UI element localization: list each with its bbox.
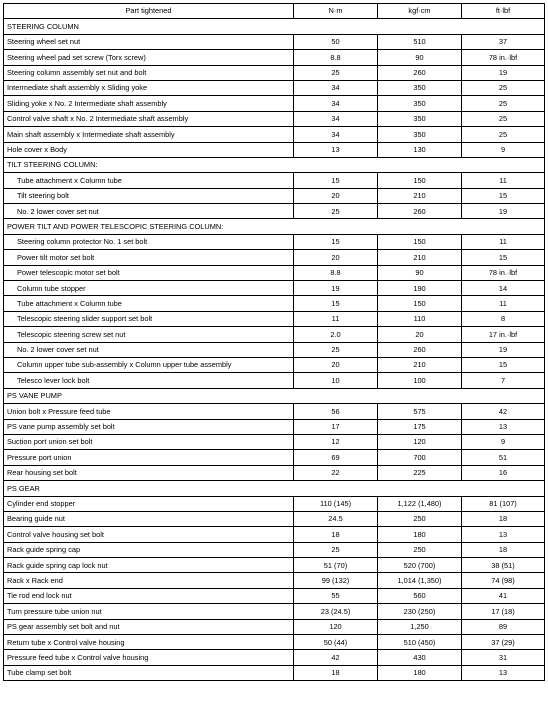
part-name-cell: Steering column protector No. 1 set bolt — [4, 234, 294, 249]
ft-lbf-value-cell: 19 — [462, 342, 545, 357]
table-row — [4, 111, 545, 126]
part-name-cell: Column upper tube sub-assembly x Column upper tube assembly — [4, 357, 294, 372]
nm-value-cell: 23 (24.5) — [294, 604, 378, 619]
kgf-cm-value-cell: 350 — [378, 96, 462, 111]
header-part-tightened: Part tightened — [4, 4, 294, 19]
part-name-cell: Intermediate shaft assembly x Sliding yoke — [4, 80, 294, 95]
section-heading-row — [4, 157, 545, 172]
nm-value-cell: 10 — [294, 373, 378, 388]
table-row — [4, 96, 545, 111]
part-name-cell: Bearing guide nut — [4, 511, 294, 526]
kgf-cm-value-cell: 260 — [378, 342, 462, 357]
part-name-cell: Power tilt motor set bolt — [4, 250, 294, 265]
part-name-cell: PS gear assembly set bolt and nut — [4, 619, 294, 634]
ft-lbf-value-cell: 11 — [462, 234, 545, 249]
nm-value-cell: 34 — [294, 111, 378, 126]
kgf-cm-value-cell: 190 — [378, 281, 462, 296]
kgf-cm-value-cell: 230 (250) — [378, 604, 462, 619]
nm-value-cell: 50 — [294, 34, 378, 49]
table-row — [4, 80, 545, 95]
ft-lbf-value-cell: 17 (18) — [462, 604, 545, 619]
table-row — [4, 558, 545, 573]
part-name-cell: Return tube x Control valve housing — [4, 635, 294, 650]
kgf-cm-value-cell: 20 — [378, 327, 462, 342]
ft-lbf-value-cell: 15 — [462, 250, 545, 265]
kgf-cm-value-cell: 1,122 (1,480) — [378, 496, 462, 511]
section-heading-row — [4, 219, 545, 234]
ft-lbf-value-cell: 19 — [462, 204, 545, 219]
part-name-cell: Sliding yoke x No. 2 Intermediate shaft assembly — [4, 96, 294, 111]
part-name-cell: Tilt steering bolt — [4, 188, 294, 203]
part-name-cell: Union bolt x Pressure feed tube — [4, 404, 294, 419]
ft-lbf-value-cell: 38 (51) — [462, 558, 545, 573]
table-row — [4, 496, 545, 511]
kgf-cm-value-cell: 350 — [378, 80, 462, 95]
part-name-cell: No. 2 lower cover set nut — [4, 204, 294, 219]
kgf-cm-value-cell: 225 — [378, 465, 462, 480]
ft-lbf-value-cell: 19 — [462, 65, 545, 80]
nm-value-cell: 24.5 — [294, 511, 378, 526]
ft-lbf-value-cell: 89 — [462, 619, 545, 634]
nm-value-cell: 69 — [294, 450, 378, 465]
kgf-cm-value-cell: 180 — [378, 527, 462, 542]
part-name-cell: Steering wheel pad set screw (Torx screw) — [4, 50, 294, 65]
table-row — [4, 511, 545, 526]
kgf-cm-value-cell: 120 — [378, 434, 462, 449]
ft-lbf-value-cell: 11 — [462, 173, 545, 188]
torque-spec-table — [3, 3, 545, 681]
part-name-cell: No. 2 lower cover set nut — [4, 342, 294, 357]
nm-value-cell: 8.8 — [294, 265, 378, 280]
table-row — [4, 188, 545, 203]
kgf-cm-value-cell: 260 — [378, 204, 462, 219]
nm-value-cell: 25 — [294, 342, 378, 357]
section-heading-row — [4, 19, 545, 34]
part-name-cell: Turn pressure tube union nut — [4, 604, 294, 619]
ft-lbf-value-cell: 42 — [462, 404, 545, 419]
nm-value-cell: 18 — [294, 665, 378, 680]
section-heading: PS GEAR — [4, 481, 545, 496]
ft-lbf-value-cell: 25 — [462, 111, 545, 126]
nm-value-cell: 22 — [294, 465, 378, 480]
ft-lbf-value-cell: 78 in.·lbf — [462, 50, 545, 65]
nm-value-cell: 20 — [294, 188, 378, 203]
table-row — [4, 142, 545, 157]
table-row — [4, 542, 545, 557]
ft-lbf-value-cell: 16 — [462, 465, 545, 480]
ft-lbf-value-cell: 14 — [462, 281, 545, 296]
part-name-cell: Steering wheel set nut — [4, 34, 294, 49]
table-row — [4, 234, 545, 249]
ft-lbf-value-cell: 37 (29) — [462, 635, 545, 650]
ft-lbf-value-cell: 51 — [462, 450, 545, 465]
part-name-cell: Control valve housing set bolt — [4, 527, 294, 542]
part-name-cell: Rack x Rack end — [4, 573, 294, 588]
kgf-cm-value-cell: 520 (700) — [378, 558, 462, 573]
table-row — [4, 311, 545, 326]
table-row — [4, 404, 545, 419]
table-row — [4, 650, 545, 665]
nm-value-cell: 25 — [294, 65, 378, 80]
table-row — [4, 50, 545, 65]
nm-value-cell: 15 — [294, 173, 378, 188]
table-header — [4, 4, 545, 19]
part-name-cell: Tube attachment x Column tube — [4, 296, 294, 311]
table-row — [4, 434, 545, 449]
nm-value-cell: 17 — [294, 419, 378, 434]
section-heading-row — [4, 388, 545, 403]
table-row — [4, 588, 545, 603]
ft-lbf-value-cell: 31 — [462, 650, 545, 665]
ft-lbf-value-cell: 17 in.·lbf — [462, 327, 545, 342]
ft-lbf-value-cell: 8 — [462, 311, 545, 326]
ft-lbf-value-cell: 13 — [462, 665, 545, 680]
section-heading: POWER TILT AND POWER TELESCOPIC STEERING COLUMN: — [4, 219, 545, 234]
ft-lbf-value-cell: 9 — [462, 142, 545, 157]
ft-lbf-value-cell: 37 — [462, 34, 545, 49]
part-name-cell: Cylinder end stopper — [4, 496, 294, 511]
table-row — [4, 635, 545, 650]
part-name-cell: Column tube stopper — [4, 281, 294, 296]
nm-value-cell: 8.8 — [294, 50, 378, 65]
part-name-cell: Rear housing set bolt — [4, 465, 294, 480]
part-name-cell: Rack guide spring cap — [4, 542, 294, 557]
part-name-cell: Hole cover x Body — [4, 142, 294, 157]
kgf-cm-value-cell: 260 — [378, 65, 462, 80]
table-row — [4, 573, 545, 588]
table-row — [4, 250, 545, 265]
ft-lbf-value-cell: 11 — [462, 296, 545, 311]
nm-value-cell: 55 — [294, 588, 378, 603]
kgf-cm-value-cell: 175 — [378, 419, 462, 434]
nm-value-cell: 15 — [294, 296, 378, 311]
table-row — [4, 127, 545, 142]
kgf-cm-value-cell: 250 — [378, 511, 462, 526]
ft-lbf-value-cell: 25 — [462, 96, 545, 111]
ft-lbf-value-cell: 13 — [462, 419, 545, 434]
table-row — [4, 665, 545, 680]
part-name-cell: Rack guide spring cap lock nut — [4, 558, 294, 573]
part-name-cell: PS vane pump assembly set bolt — [4, 419, 294, 434]
nm-value-cell: 120 — [294, 619, 378, 634]
table-row — [4, 342, 545, 357]
kgf-cm-value-cell: 130 — [378, 142, 462, 157]
table-row — [4, 296, 545, 311]
nm-value-cell: 15 — [294, 234, 378, 249]
ft-lbf-value-cell: 15 — [462, 188, 545, 203]
part-name-cell: Pressure feed tube x Control valve housing — [4, 650, 294, 665]
kgf-cm-value-cell: 180 — [378, 665, 462, 680]
table-row — [4, 357, 545, 372]
ft-lbf-value-cell: 9 — [462, 434, 545, 449]
kgf-cm-value-cell: 510 — [378, 34, 462, 49]
table-row — [4, 604, 545, 619]
table-body — [4, 19, 545, 681]
section-heading: TILT STEERING COLUMN: — [4, 157, 545, 172]
kgf-cm-value-cell: 210 — [378, 357, 462, 372]
kgf-cm-value-cell: 100 — [378, 373, 462, 388]
part-name-cell: Tie rod end lock nut — [4, 588, 294, 603]
table-row — [4, 419, 545, 434]
ft-lbf-value-cell: 78 in.·lbf — [462, 265, 545, 280]
nm-value-cell: 25 — [294, 542, 378, 557]
ft-lbf-value-cell: 13 — [462, 527, 545, 542]
kgf-cm-value-cell: 350 — [378, 127, 462, 142]
ft-lbf-value-cell: 74 (98) — [462, 573, 545, 588]
table-row — [4, 527, 545, 542]
part-name-cell: Main shaft assembly x Intermediate shaft assembly — [4, 127, 294, 142]
part-name-cell: Tube clamp set bolt — [4, 665, 294, 680]
nm-value-cell: 2.0 — [294, 327, 378, 342]
kgf-cm-value-cell: 150 — [378, 296, 462, 311]
kgf-cm-value-cell: 350 — [378, 111, 462, 126]
part-name-cell: Control valve shaft x No. 2 Intermediate shaft assembly — [4, 111, 294, 126]
kgf-cm-value-cell: 430 — [378, 650, 462, 665]
table-row — [4, 265, 545, 280]
section-heading-row — [4, 481, 545, 496]
nm-value-cell: 34 — [294, 80, 378, 95]
nm-value-cell: 11 — [294, 311, 378, 326]
kgf-cm-value-cell: 110 — [378, 311, 462, 326]
table-row — [4, 450, 545, 465]
ft-lbf-value-cell: 15 — [462, 357, 545, 372]
nm-value-cell: 20 — [294, 250, 378, 265]
kgf-cm-value-cell: 90 — [378, 265, 462, 280]
ft-lbf-value-cell: 18 — [462, 542, 545, 557]
table-row — [4, 65, 545, 80]
part-name-cell: Telesco lever lock bolt — [4, 373, 294, 388]
nm-value-cell: 56 — [294, 404, 378, 419]
section-heading: PS VANE PUMP — [4, 388, 545, 403]
part-name-cell: Tube attachment x Column tube — [4, 173, 294, 188]
table-row — [4, 373, 545, 388]
nm-value-cell: 13 — [294, 142, 378, 157]
table-row — [4, 34, 545, 49]
table-row — [4, 465, 545, 480]
table-row — [4, 281, 545, 296]
nm-value-cell: 20 — [294, 357, 378, 372]
kgf-cm-value-cell: 150 — [378, 234, 462, 249]
table-row — [4, 619, 545, 634]
ft-lbf-value-cell: 25 — [462, 127, 545, 142]
nm-value-cell: 50 (44) — [294, 635, 378, 650]
nm-value-cell: 34 — [294, 127, 378, 142]
ft-lbf-value-cell: 7 — [462, 373, 545, 388]
ft-lbf-value-cell: 41 — [462, 588, 545, 603]
header-nm: N·m — [294, 4, 378, 19]
kgf-cm-value-cell: 210 — [378, 188, 462, 203]
section-heading: STEERING COLUMN — [4, 19, 545, 34]
nm-value-cell: 110 (145) — [294, 496, 378, 511]
kgf-cm-value-cell: 250 — [378, 542, 462, 557]
kgf-cm-value-cell: 150 — [378, 173, 462, 188]
nm-value-cell: 25 — [294, 204, 378, 219]
kgf-cm-value-cell: 700 — [378, 450, 462, 465]
kgf-cm-value-cell: 510 (450) — [378, 635, 462, 650]
kgf-cm-value-cell: 1,014 (1,350) — [378, 573, 462, 588]
header-kgf-cm: kgf·cm — [378, 4, 462, 19]
nm-value-cell: 42 — [294, 650, 378, 665]
part-name-cell: Telescopic steering slider support set bolt — [4, 311, 294, 326]
table-row — [4, 204, 545, 219]
nm-value-cell: 99 (132) — [294, 573, 378, 588]
part-name-cell: Pressure port union — [4, 450, 294, 465]
kgf-cm-value-cell: 560 — [378, 588, 462, 603]
table-row — [4, 327, 545, 342]
kgf-cm-value-cell: 575 — [378, 404, 462, 419]
header-row — [4, 4, 545, 19]
part-name-cell: Steering column assembly set nut and bolt — [4, 65, 294, 80]
nm-value-cell: 19 — [294, 281, 378, 296]
nm-value-cell: 12 — [294, 434, 378, 449]
ft-lbf-value-cell: 25 — [462, 80, 545, 95]
part-name-cell: Telescopic steering screw set nut — [4, 327, 294, 342]
nm-value-cell: 51 (70) — [294, 558, 378, 573]
header-ft-lbf: ft·lbf — [462, 4, 545, 19]
ft-lbf-value-cell: 18 — [462, 511, 545, 526]
nm-value-cell: 34 — [294, 96, 378, 111]
part-name-cell: Suction port union set bolt — [4, 434, 294, 449]
table-row — [4, 173, 545, 188]
part-name-cell: Power telescopic motor set bolt — [4, 265, 294, 280]
nm-value-cell: 18 — [294, 527, 378, 542]
kgf-cm-value-cell: 210 — [378, 250, 462, 265]
ft-lbf-value-cell: 81 (107) — [462, 496, 545, 511]
kgf-cm-value-cell: 1,250 — [378, 619, 462, 634]
kgf-cm-value-cell: 90 — [378, 50, 462, 65]
